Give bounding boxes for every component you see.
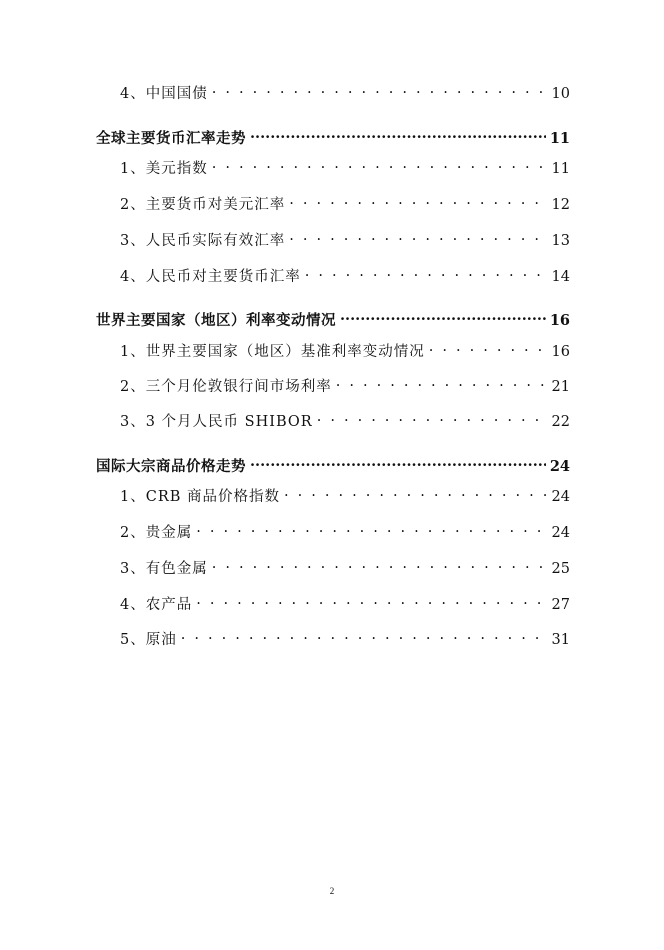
toc-entry[interactable]: [120, 265, 570, 286]
toc-entry[interactable]: [120, 375, 570, 396]
toc-entry-label: 3、有色金属: [120, 561, 208, 577]
toc-entry-label: 4、人民币对主要货币汇率: [120, 269, 301, 285]
dot-leader: [181, 630, 548, 645]
toc-entry-page: 24: [551, 525, 570, 541]
toc-section-page: 24: [549, 458, 570, 475]
toc-entry[interactable]: [120, 485, 570, 506]
toc-section-heading[interactable]: [96, 455, 570, 476]
toc-entry[interactable]: [120, 557, 570, 578]
toc-entry[interactable]: [120, 193, 570, 214]
toc-entry[interactable]: [120, 628, 570, 649]
toc-entry-page: 12: [551, 197, 570, 213]
toc-entry-page: 25: [551, 561, 570, 577]
toc-entry-page: 27: [551, 597, 570, 613]
toc-entry-page: 24: [551, 489, 570, 505]
toc-entry-page: 22: [551, 414, 570, 430]
toc-entry[interactable]: [120, 340, 570, 361]
dot-leader: [212, 559, 548, 574]
toc-entry-label: 1、美元指数: [120, 161, 208, 177]
toc-entry-label: 4、农产品: [120, 597, 193, 613]
toc-entry-label: 1、世界主要国家（地区）基准利率变动情况: [120, 344, 425, 360]
toc-entry[interactable]: [120, 157, 570, 178]
toc-entry-label: 3、人民币实际有效汇率: [120, 233, 286, 249]
page-number: 2: [329, 886, 335, 896]
toc-entry-label: 4、中国国债: [120, 86, 208, 102]
toc-section-heading[interactable]: [96, 127, 570, 148]
toc-entry-page: 10: [551, 86, 570, 102]
toc-entry-label: 2、贵金属: [120, 525, 193, 541]
dot-leader: [212, 84, 548, 99]
toc-entry-page: 11: [551, 161, 570, 177]
toc-entry-label: 5、原油: [120, 632, 177, 648]
toc-entry-page: 16: [551, 344, 570, 360]
toc-entry-page: 13: [551, 233, 570, 249]
dot-leader: [250, 129, 546, 144]
toc-entry[interactable]: [120, 229, 570, 250]
dot-leader: [212, 159, 548, 174]
toc-entry[interactable]: [120, 521, 570, 542]
toc-entry-label: 1、CRB 商品价格指数: [120, 489, 281, 505]
toc-entry[interactable]: [120, 410, 570, 431]
dot-leader: [305, 267, 548, 282]
dot-leader: [250, 457, 546, 472]
dot-leader: [317, 412, 548, 427]
toc-entry-page: 31: [551, 632, 570, 648]
toc-entry[interactable]: [120, 593, 570, 614]
dot-leader: [336, 377, 548, 392]
toc-section-label: 全球主要货币汇率走势: [96, 130, 246, 147]
dot-leader: [284, 487, 548, 502]
toc-entry[interactable]: [120, 82, 570, 103]
toc-entry-page: 21: [551, 379, 570, 395]
toc-section-page: 16: [549, 312, 570, 329]
toc-entry-label: 3、3 个月人民币 SHIBOR: [120, 414, 313, 430]
dot-leader: [340, 311, 546, 326]
dot-leader: [289, 195, 547, 210]
toc-section-heading[interactable]: [96, 309, 570, 330]
dot-leader: [196, 523, 547, 538]
dot-leader: [289, 231, 547, 246]
toc-section-label: 世界主要国家（地区）利率变动情况: [96, 312, 336, 329]
toc-entry-label: 2、主要货币对美元汇率: [120, 197, 286, 213]
toc-entry-label: 2、三个月伦敦银行间市场利率: [120, 379, 332, 395]
dot-leader: [429, 342, 548, 357]
toc-section-page: 11: [549, 130, 570, 147]
toc-section-label: 国际大宗商品价格走势: [96, 458, 246, 475]
dot-leader: [196, 595, 547, 610]
toc-entry-page: 14: [551, 269, 570, 285]
